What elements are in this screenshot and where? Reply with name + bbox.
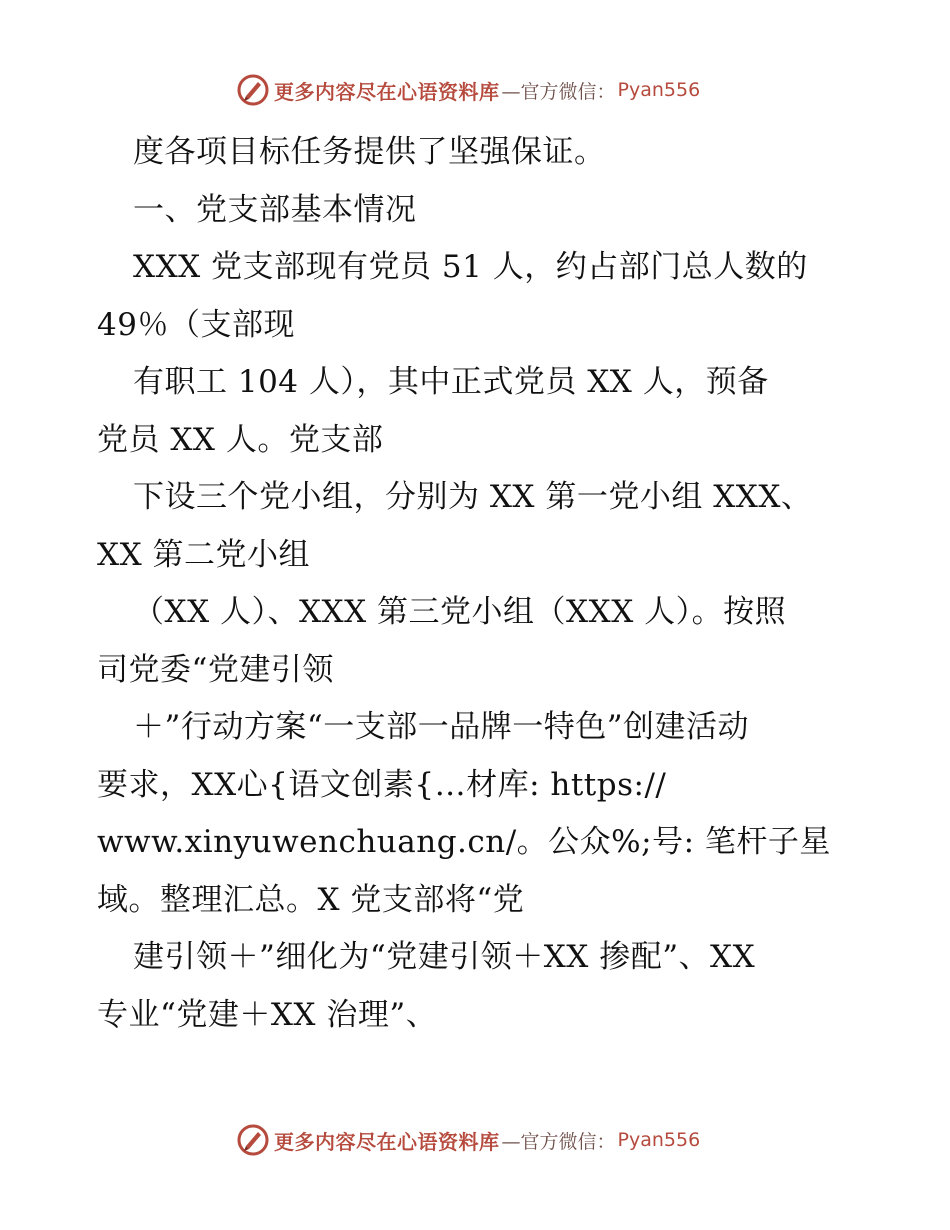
red-circle-pen-logo-icon xyxy=(236,1123,270,1157)
body-line: 下设三个党小组，分别为 XX 第一党小组 XXX、 xyxy=(133,479,813,515)
header-watermark xyxy=(236,72,700,108)
body-line: 域。整理汇总。X 党支部将“党 xyxy=(97,881,525,918)
body-line: 司党委“党建引领 xyxy=(97,651,334,688)
watermark-main-text: 更多内容尽在心语资料库 xyxy=(274,79,500,104)
watermark-brand-text: Pyan556 xyxy=(617,1129,701,1151)
body-line: 度各项目标任务提供了坚强保证。 xyxy=(133,134,606,170)
body-line: www.xinyuwenchuang.cn/。公众%;号: 笔杆子星 xyxy=(97,824,831,860)
footer-watermark xyxy=(236,1122,700,1158)
watermark-main-text: 更多内容尽在心语资料库 xyxy=(274,1129,500,1154)
body-line: （XX 人）、XXX 第三党小组（XXX 人）。按照 xyxy=(133,594,787,630)
watermark-separator-text: —官方微信： xyxy=(501,80,616,103)
body-line: 建引领＋”细化为“党建引领＋XX 掺配”、XX xyxy=(133,939,756,975)
body-line: 有职工 104 人），其中正式党员 XX 人，预备 xyxy=(133,364,769,400)
red-circle-pen-logo-icon xyxy=(236,73,270,107)
watermark-separator-text: —官方微信： xyxy=(501,1130,616,1153)
body-line: 党员 XX 人。党支部 xyxy=(97,421,384,458)
body-line: 专业“党建＋XX 治理”、 xyxy=(97,996,438,1033)
body-line: XX 第二党小组 xyxy=(97,536,310,573)
watermark-brand-text: Pyan556 xyxy=(617,79,701,101)
body-line: ＋”行动方案“一支部一品牌一特色”创建活动 xyxy=(133,709,750,745)
body-line: 要求，XX心{语文创素{…材库: https:// xyxy=(97,766,667,803)
body-line: XXX 党支部现有党员 51 人，约占部门总人数的 xyxy=(133,249,808,285)
section-heading: 一、党支部基本情况 xyxy=(133,191,417,228)
body-line: 49％（支部现 xyxy=(97,306,295,343)
document-body xyxy=(97,124,857,1044)
